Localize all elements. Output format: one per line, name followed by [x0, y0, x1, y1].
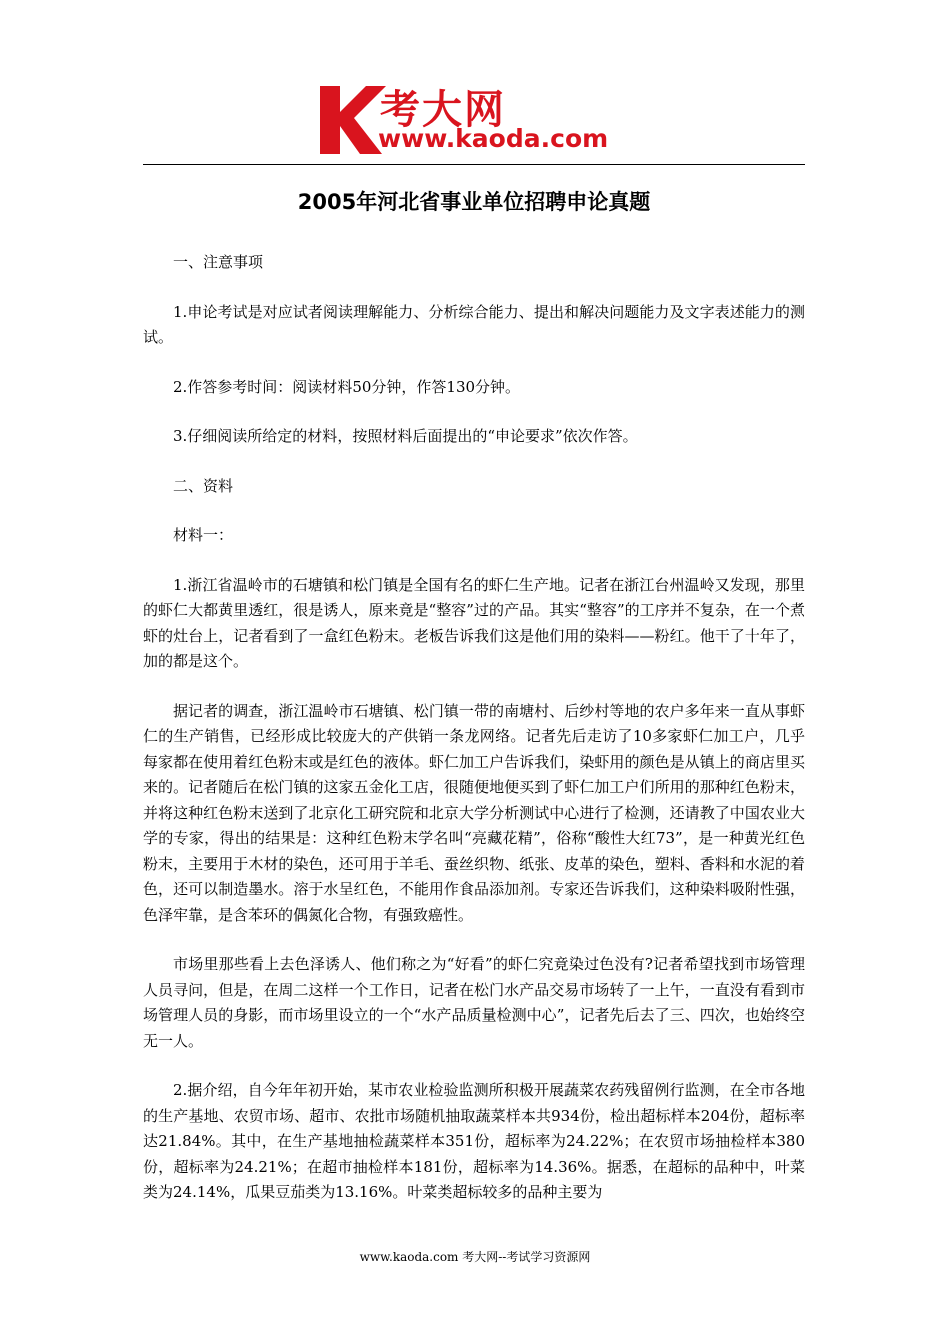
- paragraph: 2.作答参考时间：阅读材料50分钟，作答130分钟。: [173, 377, 521, 396]
- paragraph: 据记者的调查，浙江温岭市石塘镇、松门镇一带的南塘村、后纱村等地的农户多年来一直从事虾仁的生产销售，已经形成比较庞大的产供销一条龙网络。记者先后走访了10多家虾仁加工户，几乎每家都在使用着红色粉末或是红色的液体。虾仁加工户告诉我们，染虾用的颜色是从镇上的商店里买来的。记者随后在松门镇的这家五金化工店，很随便地便买到了虾仁加工户们所用的那种红色粉末，并将这种红色粉末送到了北京化工研究院和北京大学分析测试中心进行了检测，还请教了中国农业大学的专家，得出的结果是：这种红色粉末学名叫“亮藏花精”，俗称“酸性大红73”，是一种黄光红色粉末，主要用于木材的染色，还可用于羊毛、蚕丝织物、纸张、皮革的染色，塑料、香料和水泥的着色，还可以制造墨水。溶于水呈红色，不能用作食品添加剂。专家还告诉我们，这种染料吸附性强，色泽牢靠，是含苯环的偶氮化合物，有强致癌性。: [143, 701, 805, 924]
- paragraph: 材料一：: [173, 526, 234, 544]
- kaoda-logo: [318, 82, 638, 160]
- paragraph: 市场里那些看上去色泽诱人、他们称之为“好看”的虾仁究竟染过色没有?记者希望找到市场管理人员寻问，但是，在周二这样一个工作日，记者在松门水产品交易市场转了一上午，一直没有看到市场管理人员的身影，而市场里设立的一个“水产品质量检测中心”，记者先后去了三、四次，也始终空无一人。: [143, 955, 805, 1050]
- paragraph: 一、注意事项: [173, 253, 264, 271]
- paragraph: 1.申论考试是对应试者阅读理解能力、分析综合能力、提出和解决问题能力及文字表述能力的测试。: [143, 302, 805, 346]
- page-footer: www.kaoda.com 考大网--考试学习资源网: [359, 1250, 591, 1264]
- document-body: [143, 250, 805, 1230]
- logo-brand-url: www.kaoda.com: [378, 124, 609, 153]
- paragraph: 2.据介绍，自今年年初开始，某市农业检验监测所积极开展蔬菜农药残留例行监测，在全市各地的生产基地、农贸市场、超市、农批市场随机抽取蔬菜样本共934份，检出超标样本204份，超标率达21.84%。其中，在生产基地抽检蔬菜样本351份，超标率为24.22%；在农贸市场抽检样本380份，超标率为24.21%；在超市抽检样本181份，超标率为14.36%。据悉，在超标的品种中，叶菜类为24.14%，瓜果豆茄类为13.16%。叶菜类超标较多的品种主要为: [143, 1081, 805, 1201]
- logo-brand-cn: 考大网: [380, 87, 506, 133]
- paragraph: 二、资料: [173, 476, 234, 495]
- paragraph: 1.浙江省温岭市的石塘镇和松门镇是全国有名的虾仁生产地。记者在浙江台州温岭又发现，那里的虾仁大都黄里透红，很是诱人，原来竟是“整容”过的产品。其实“整容”的工序并不复杂，在一个煮虾的灶台上，记者看到了一盒红色粉末。老板告诉我们这是他们用的染料——粉红。他干了十年了，加的都是这个。: [143, 575, 805, 670]
- paragraph: 3.仔细阅读所给定的材料，按照材料后面提出的“申论要求”依次作答。: [173, 427, 638, 445]
- page-title: 2005年河北省事业单位招聘申论真题: [297, 190, 651, 214]
- header-divider: [143, 164, 805, 165]
